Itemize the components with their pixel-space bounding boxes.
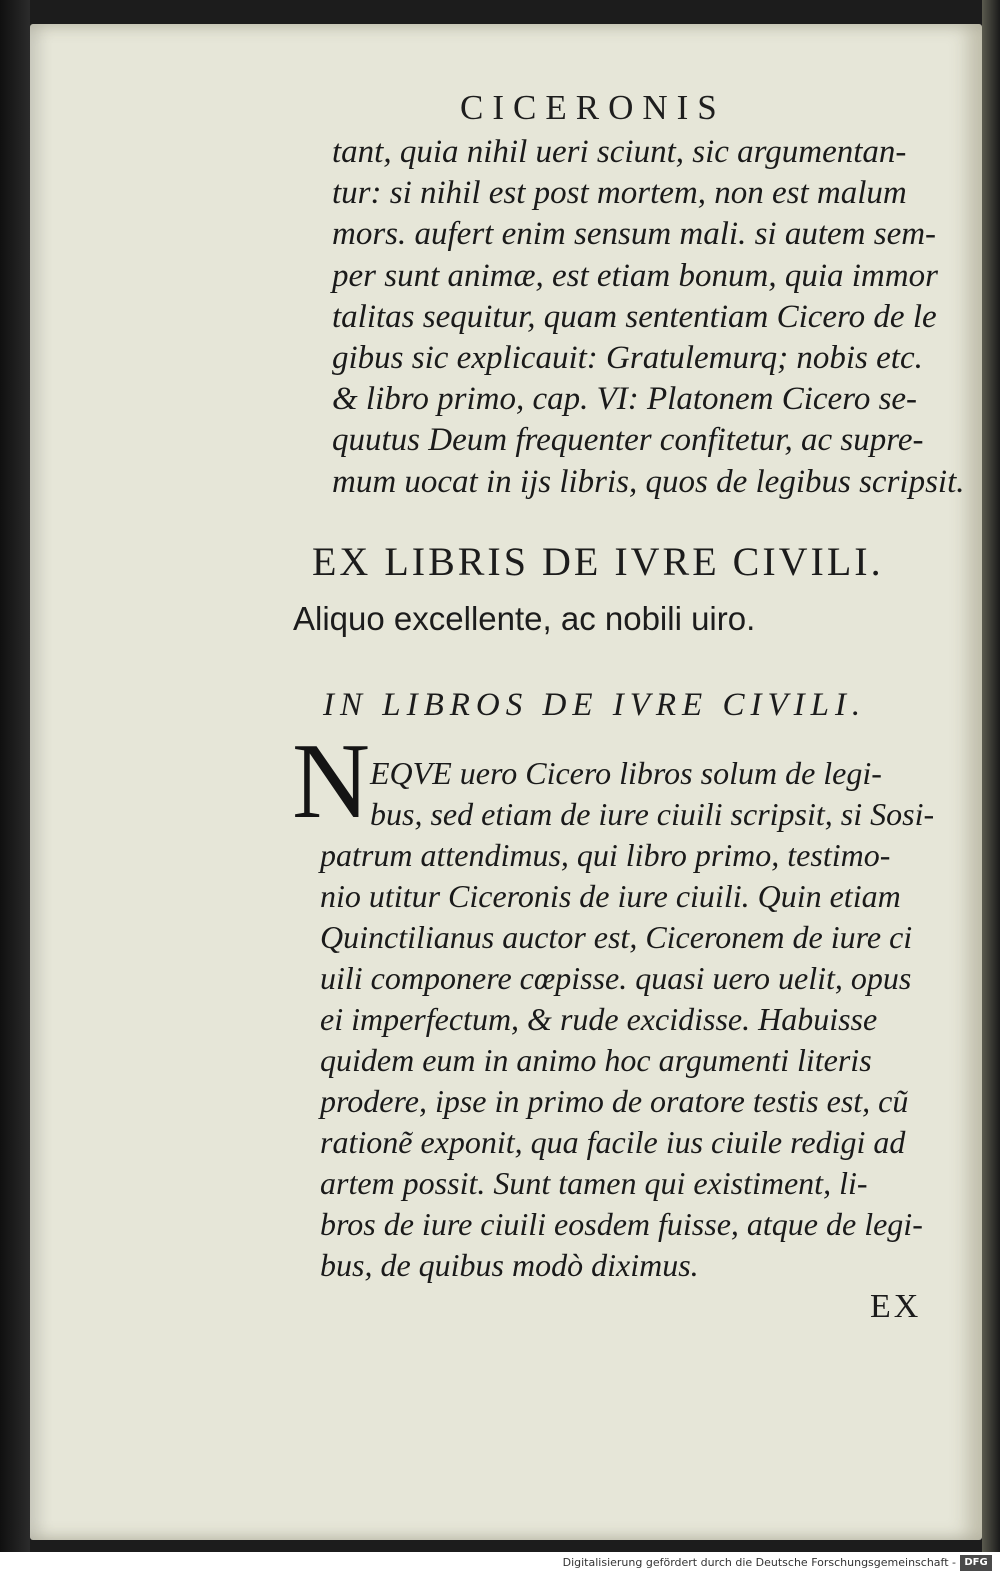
text-line: quidem eum in animo hoc argumenti literis [320,1042,872,1078]
commentary-heading: IN LIBROS DE IVRE CIVILI. [323,687,867,723]
text-line: ei imperfectum, & rude excidisse. Habuisse [320,1001,878,1037]
text-line: patrum attendimus, qui libro primo, testimo- [320,837,891,873]
text-line: gibus sic explicauit: Gratulemurq; nobis etc. [332,340,923,377]
text-line: quutus Deum frequenter confitetur, ac supre- [332,422,924,459]
section-title: EX LIBRIS DE IVRE CIVILI. [312,539,884,584]
text-line: artem possit. Sunt tamen qui existiment, li- [320,1165,868,1201]
running-header: CICERONIS [460,88,726,127]
text-line: talitas sequitur, quam sententiam Cicero de le [332,298,937,335]
continuation-text [332,132,972,503]
text-line: bus, de quibus modò diximus. [320,1247,699,1283]
funding-credit: Digitalisierung gefördert durch die Deutsche Forschungsgemeinschaft - [562,1556,956,1569]
book-edge-right [982,0,1000,1552]
text-line: bros de iure ciuili eosdem fuisse, atque de legi- [320,1206,923,1242]
text-line: mors. aufert enim sensum mali. si autem sem- [332,216,937,253]
text-line: tur: si nihil est post mortem, non est malum [332,175,907,212]
text-line: EQVE uero Cicero libros solum de legi- [370,755,882,791]
dfg-logo-icon: DFG [960,1555,992,1571]
commentary-paragraph [320,753,980,1286]
book-edge-left [0,0,30,1552]
section-subtitle: Aliquo excellente, ac nobili uiro. [293,600,756,637]
catchword: EX [870,1288,922,1325]
text-line: uili componere cœpisse. quasi uero uelit, opus [320,960,912,996]
text-line: rationẽ exponit, qua facile ius ciuile redigi ad [320,1124,906,1160]
text-line: per sunt animæ, est etiam bonum, quia immor [332,257,938,294]
text-line: nio utitur Ciceronis de iure ciuili. Quin etiam [320,878,901,914]
text-line: mum uocat in ijs libris, quos de legibus scripsit. [332,463,965,500]
drop-cap: N [292,722,370,841]
text-line: & libro primo, cap. VI: Platonem Cicero se- [332,381,918,418]
text-line: tant, quia nihil ueri sciunt, sic argumentan- [332,134,907,170]
text-line: bus, sed etiam de iure ciuili scripsit, si Sosi- [370,796,935,832]
text-line: Quinctilianus auctor est, Ciceronem de iure ci [320,919,913,955]
text-line: prodere, ipse in primo de oratore testis est, cũ [320,1083,909,1119]
digitization-footer [0,1552,1000,1577]
